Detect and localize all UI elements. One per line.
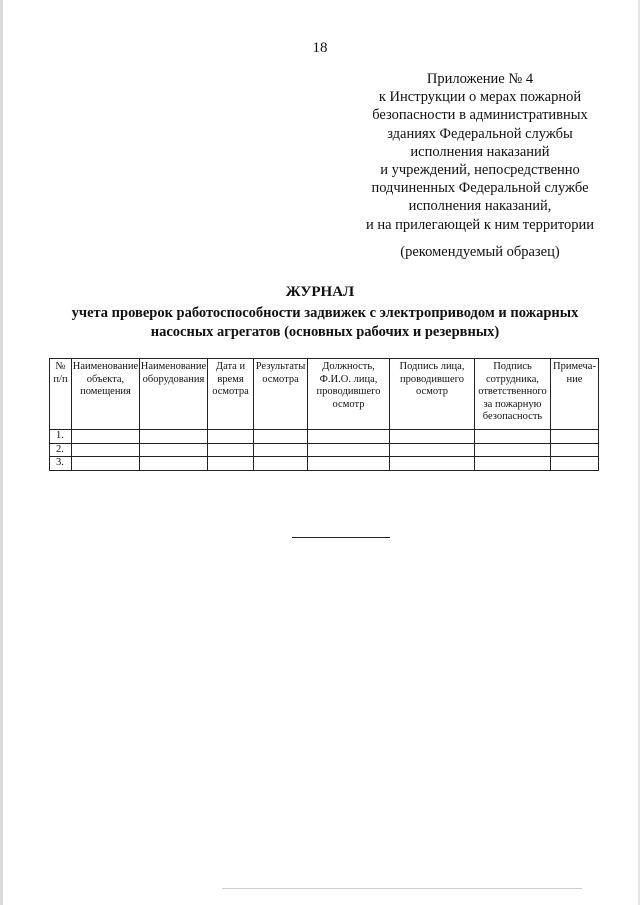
table-cell [254,430,308,444]
header-cell-inspector: Должность, Ф.И.О. лица, проводившего осмотр [308,359,390,430]
table-row [50,443,599,457]
page-number: 18 [312,40,328,56]
table-cell [551,443,599,457]
appendix-line: исполнения наказаний [410,143,550,160]
table-cell [140,457,208,471]
table-header-row [50,359,599,430]
header-cell-responsible-signature: Подпись сотрудника, ответственного за пожарную безопасность [475,359,551,430]
table-cell [390,443,475,457]
journal-subtitle [50,304,600,341]
sample-note: (рекомендуемый образец) [400,244,560,260]
table-cell [390,457,475,471]
table-cell [475,443,551,457]
table-row [50,457,599,471]
appendix-header [340,70,620,234]
closing-separator-line [292,537,390,538]
table-cell [140,430,208,444]
table-cell [475,430,551,444]
appendix-line: к Инструкции о мерах пожарной [378,89,582,106]
header-cell-equipment: Наименование оборудования [140,359,208,430]
header-cell-inspector-signature: Подпись лица, проводившего осмотр [390,359,475,430]
table-cell [475,457,551,471]
table-cell [308,430,390,444]
table-cell-number: 1. [50,430,72,444]
table-cell [72,443,140,457]
table-cell [551,457,599,471]
table-cell [390,430,475,444]
appendix-line: подчиненных Федеральной службе [371,180,589,197]
appendix-line: исполнения наказаний, [408,198,552,215]
header-cell-date: Дата и время осмотра [208,359,254,430]
appendix-line: и на прилегающей к ним территории [365,216,595,233]
table-row [50,430,599,444]
table-cell [72,430,140,444]
table-cell [208,443,254,457]
table-cell [140,443,208,457]
appendix-line: безопасности в административных [372,107,588,124]
table-cell-number: 3. [50,457,72,471]
header-cell-notes: Примеча-ние [551,359,599,430]
table-cell-number: 2. [50,443,72,457]
journal-table [49,358,599,471]
table-cell [254,457,308,471]
scan-bottom-edge [222,888,582,889]
appendix-line: и учреждений, непосредственно [380,162,580,179]
journal-title: ЖУРНАЛ [285,284,355,300]
subtitle-line: учета проверок работоспособности задвижек с электроприводом и пожарных [71,305,579,321]
table-cell [254,443,308,457]
table-cell [208,457,254,471]
table-cell [208,430,254,444]
header-cell-results: Результаты осмотра [254,359,308,430]
appendix-line: Приложение № 4 [426,71,534,87]
header-cell-number: № п/п [50,359,72,430]
table-cell [308,443,390,457]
table-cell [308,457,390,471]
table-cell [72,457,140,471]
table-cell [551,430,599,444]
subtitle-line: насосных агрегатов (основных рабочих и резервных) [150,323,500,340]
scan-edge-left [0,0,3,905]
header-cell-object: Наименование объекта, помещения [72,359,140,430]
appendix-line: зданиях Федеральной службы [387,125,573,142]
